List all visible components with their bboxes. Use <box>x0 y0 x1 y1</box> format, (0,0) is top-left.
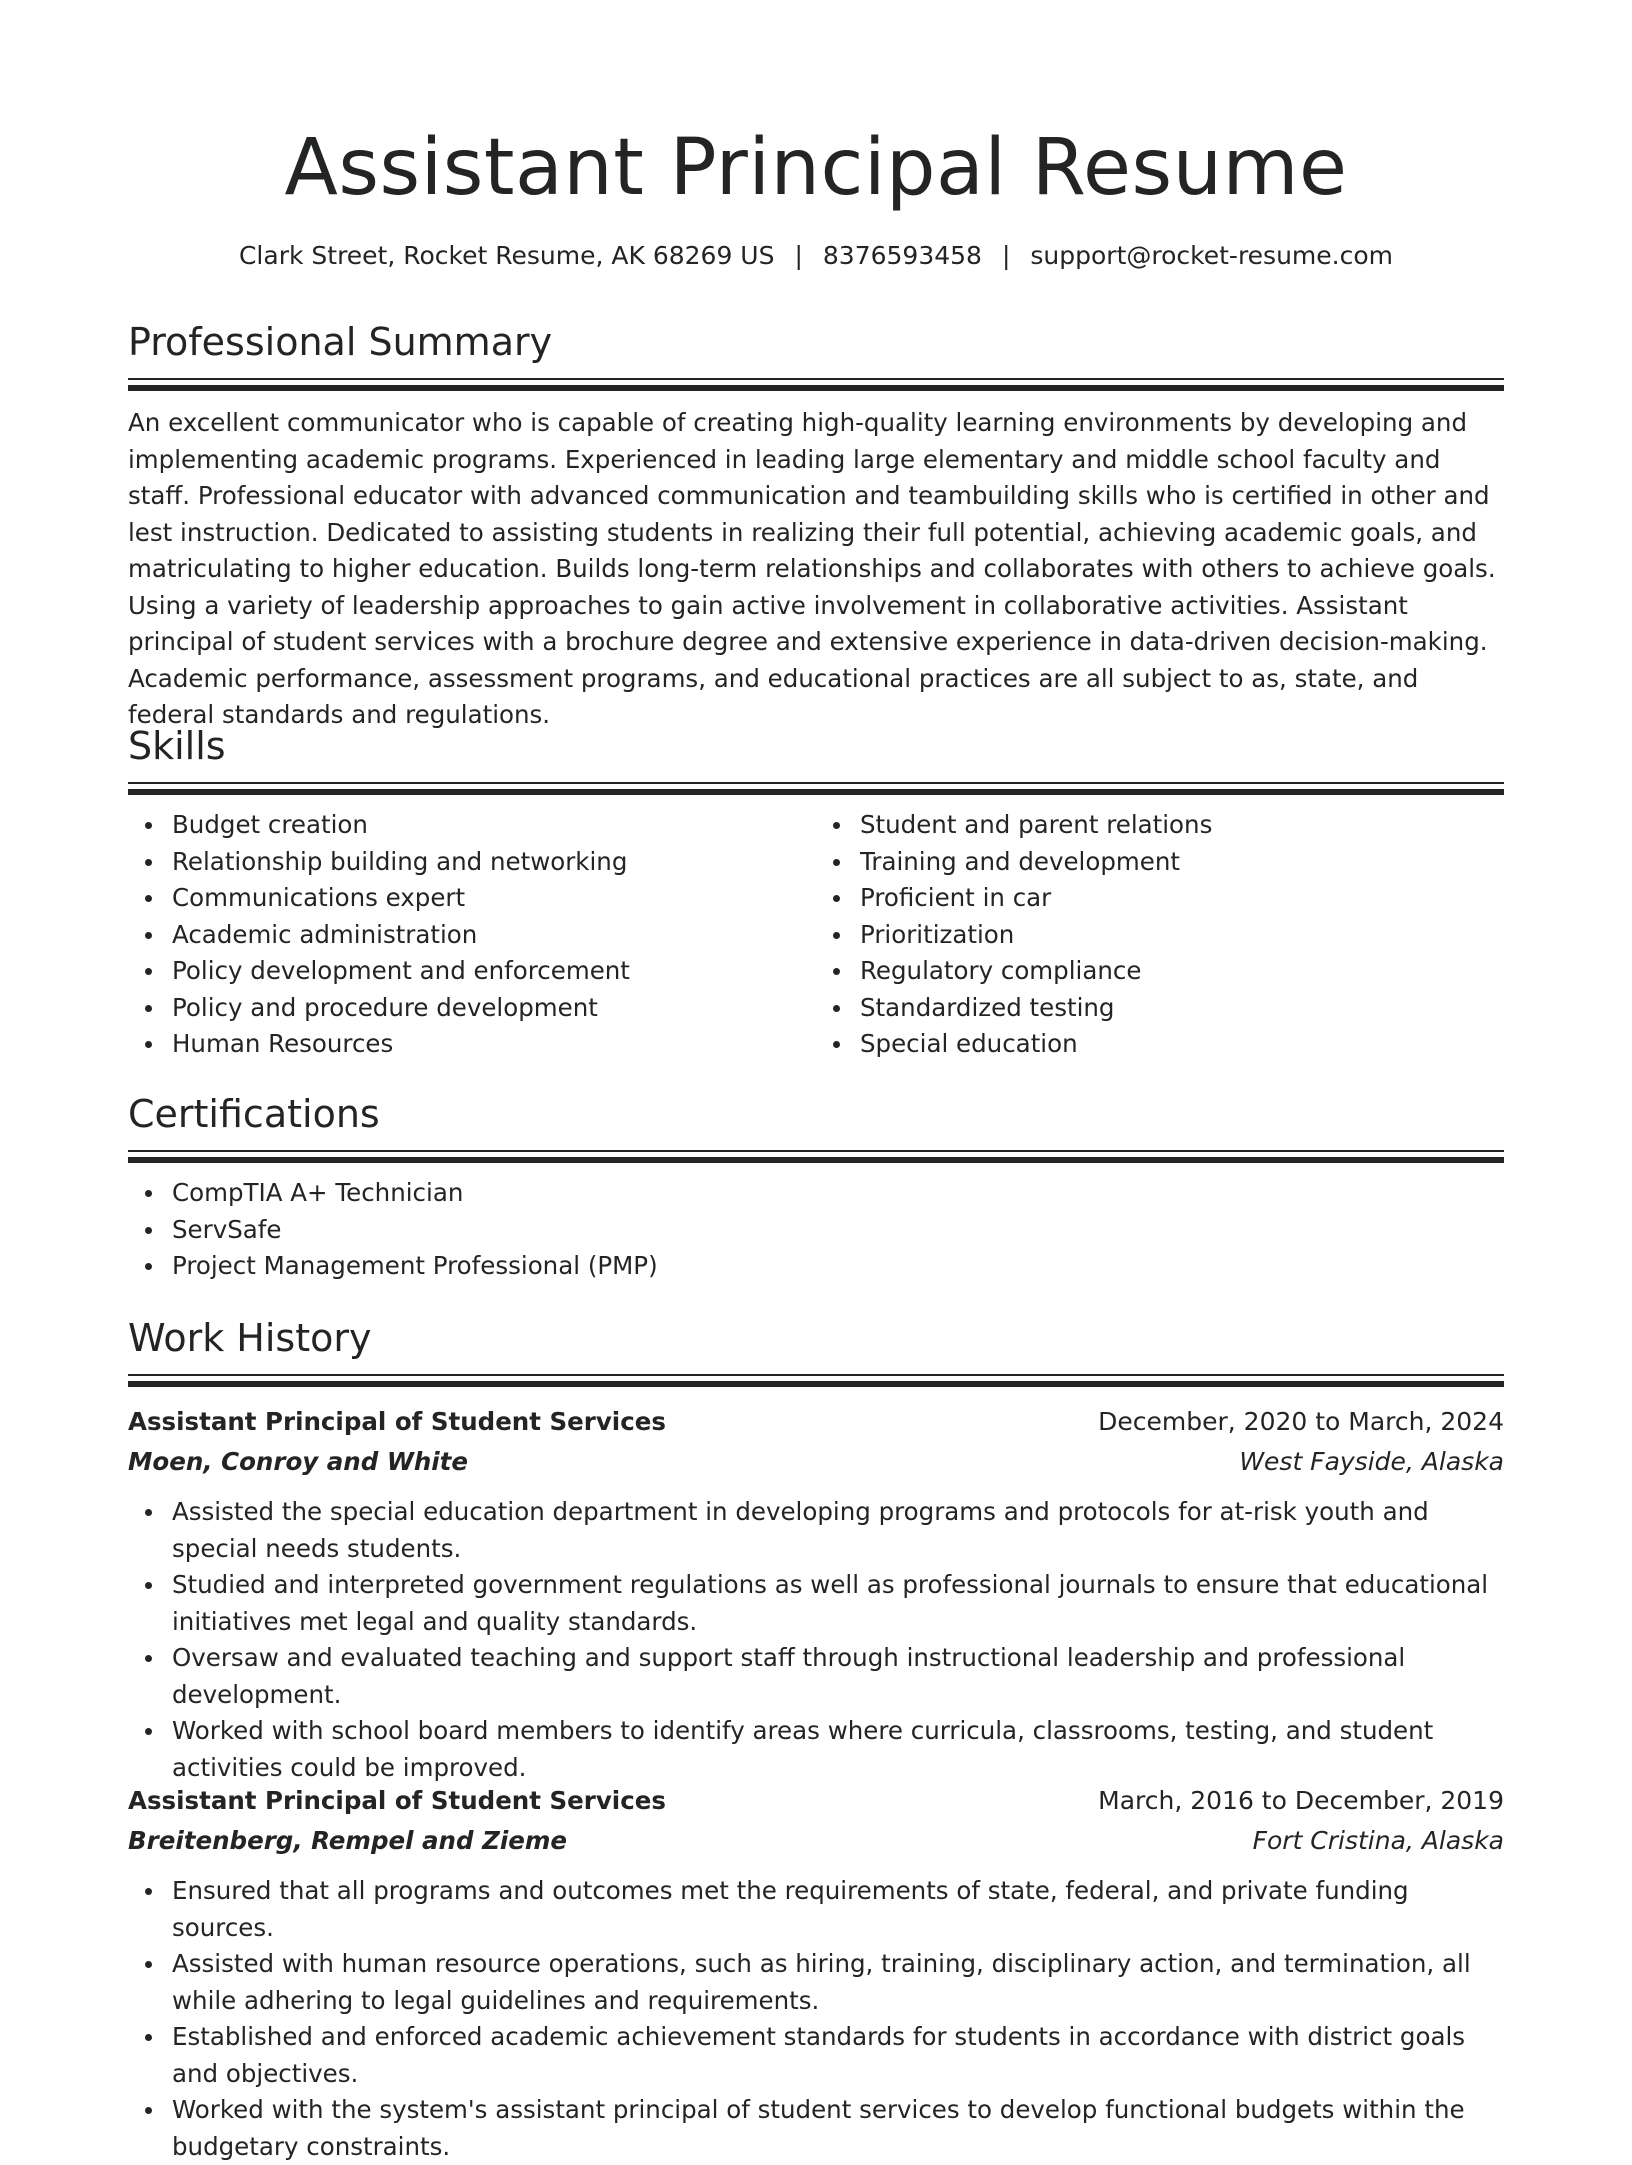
resume-title: Assistant Principal Resume <box>284 123 1348 213</box>
contact-line <box>128 239 1504 273</box>
certifications-section <box>128 1090 1504 1285</box>
work-history-section <box>128 1314 1504 1387</box>
section-divider-thick <box>128 1381 1504 1387</box>
skill-item: Special education <box>860 1026 1504 1063</box>
skills-heading: Skills <box>128 724 226 768</box>
job-entry <box>128 1402 1504 1786</box>
skills-list-left <box>128 807 816 1063</box>
job-dates: March, 2016 to December, 2019 <box>1098 1786 1504 1815</box>
section-divider-thick <box>128 1157 1504 1163</box>
certification-item: Project Management Professional (PMP) <box>172 1248 1504 1285</box>
job-subheader <box>128 1442 1504 1482</box>
section-divider-thick <box>128 385 1504 391</box>
job-entry <box>128 1781 1504 2165</box>
skill-item: Budget creation <box>172 807 816 844</box>
certifications-list <box>128 1175 1504 1285</box>
job-company: Moen, Conroy and White <box>128 1447 469 1476</box>
job-bullet: Ensured that all programs and outcomes met the requirements of state, federal, and private funding sources. <box>172 1873 1504 1946</box>
job-company: Breitenberg, Rempel and Zieme <box>128 1826 567 1855</box>
job-location: West Fayside, Alaska <box>1239 1447 1504 1476</box>
contact-email: support@rocket-resume.com <box>1030 241 1394 270</box>
contact-phone: 8376593458 <box>822 241 982 270</box>
contact-separator: | <box>1001 241 1011 270</box>
skills-list-right <box>816 807 1504 1063</box>
skill-item: Student and parent relations <box>860 807 1504 844</box>
skill-item: Training and development <box>860 844 1504 881</box>
skills-columns <box>128 807 1504 1063</box>
summary-text: An excellent communicator who is capable of creating high-quality learning environments by developing and implementing academic programs. Experienced in leading large elementary and middle school faculty and staff. Professional educator with advanced communication and teambuilding skills who is certified in other and lest instruction. Dedicated to assisting students in realizing their full potential, achieving academic goals, and matriculating to higher education. Builds long-term relationships and collaborates with others to achieve goals. Using a variety of leadership approaches to gain active involvement in collaborative activities. Assistant principal of student services with a brochure degree and extensive experience in data-driven decision-making. Academic performance, assessment programs, and educational practices are all subject to as, state, and federal standards and regulations. <box>128 408 1496 729</box>
certification-item: ServSafe <box>172 1212 1504 1249</box>
job-bullet: Studied and interpreted government regulations as well as professional journals to ensure that educational initiatives met legal and quality standards. <box>172 1567 1504 1640</box>
job-bullet: Established and enforced academic achievement standards for students in accordance with district goals and objectives. <box>172 2019 1504 2092</box>
job-location: Fort Cristina, Alaska <box>1252 1826 1504 1855</box>
skill-item: Academic administration <box>172 917 816 954</box>
skill-item: Policy and procedure development <box>172 990 816 1027</box>
contact-separator: | <box>794 241 803 270</box>
section-divider <box>128 378 1504 380</box>
summary-heading: Professional Summary <box>128 320 553 364</box>
job-bullet: Assisted with human resource operations, such as hiring, training, disciplinary action, and termination, all while adhering to legal guidelines and requirements. <box>172 1946 1504 2019</box>
job-bullet: Worked with school board members to identify areas where curricula, classrooms, testing, and student activities could be improved. <box>172 1713 1504 1786</box>
skill-item: Human Resources <box>172 1026 816 1063</box>
job-dates: December, 2020 to March, 2024 <box>1098 1407 1504 1436</box>
job-header <box>128 1781 1504 1821</box>
certification-item: CompTIA A+ Technician <box>172 1175 1504 1212</box>
job-title: Assistant Principal of Student Services <box>128 1786 666 1815</box>
job-bullets <box>128 1873 1504 2165</box>
job-title: Assistant Principal of Student Services <box>128 1407 666 1436</box>
job-bullet: Worked with the system's assistant principal of student services to develop functional budgets within the budgetary constraints. <box>172 2092 1504 2165</box>
job-subheader <box>128 1821 1504 1861</box>
job-bullets <box>128 1494 1504 1786</box>
work-history-heading: Work History <box>128 1316 372 1360</box>
skill-item: Regulatory compliance <box>860 953 1504 990</box>
skill-item: Prioritization <box>860 917 1504 954</box>
skill-item: Communications expert <box>172 880 816 917</box>
job-bullet: Oversaw and evaluated teaching and support staff through instructional leadership and professional development. <box>172 1640 1504 1713</box>
section-divider <box>128 1150 1504 1152</box>
section-divider <box>128 1374 1504 1376</box>
certifications-heading: Certifications <box>128 1092 380 1136</box>
skill-item: Standardized testing <box>860 990 1504 1027</box>
section-divider-thick <box>128 789 1504 795</box>
skill-item: Relationship building and networking <box>172 844 816 881</box>
skills-section <box>128 722 1504 1063</box>
skill-item: Policy development and enforcement <box>172 953 816 990</box>
skill-item: Proficient in car <box>860 880 1504 917</box>
job-header <box>128 1402 1504 1442</box>
summary-section <box>128 318 1504 734</box>
contact-address: Clark Street, Rocket Resume, AK 68269 US <box>238 241 775 270</box>
section-divider <box>128 782 1504 784</box>
job-bullet: Assisted the special education department in developing programs and protocols for at-risk youth and special needs students. <box>172 1494 1504 1567</box>
